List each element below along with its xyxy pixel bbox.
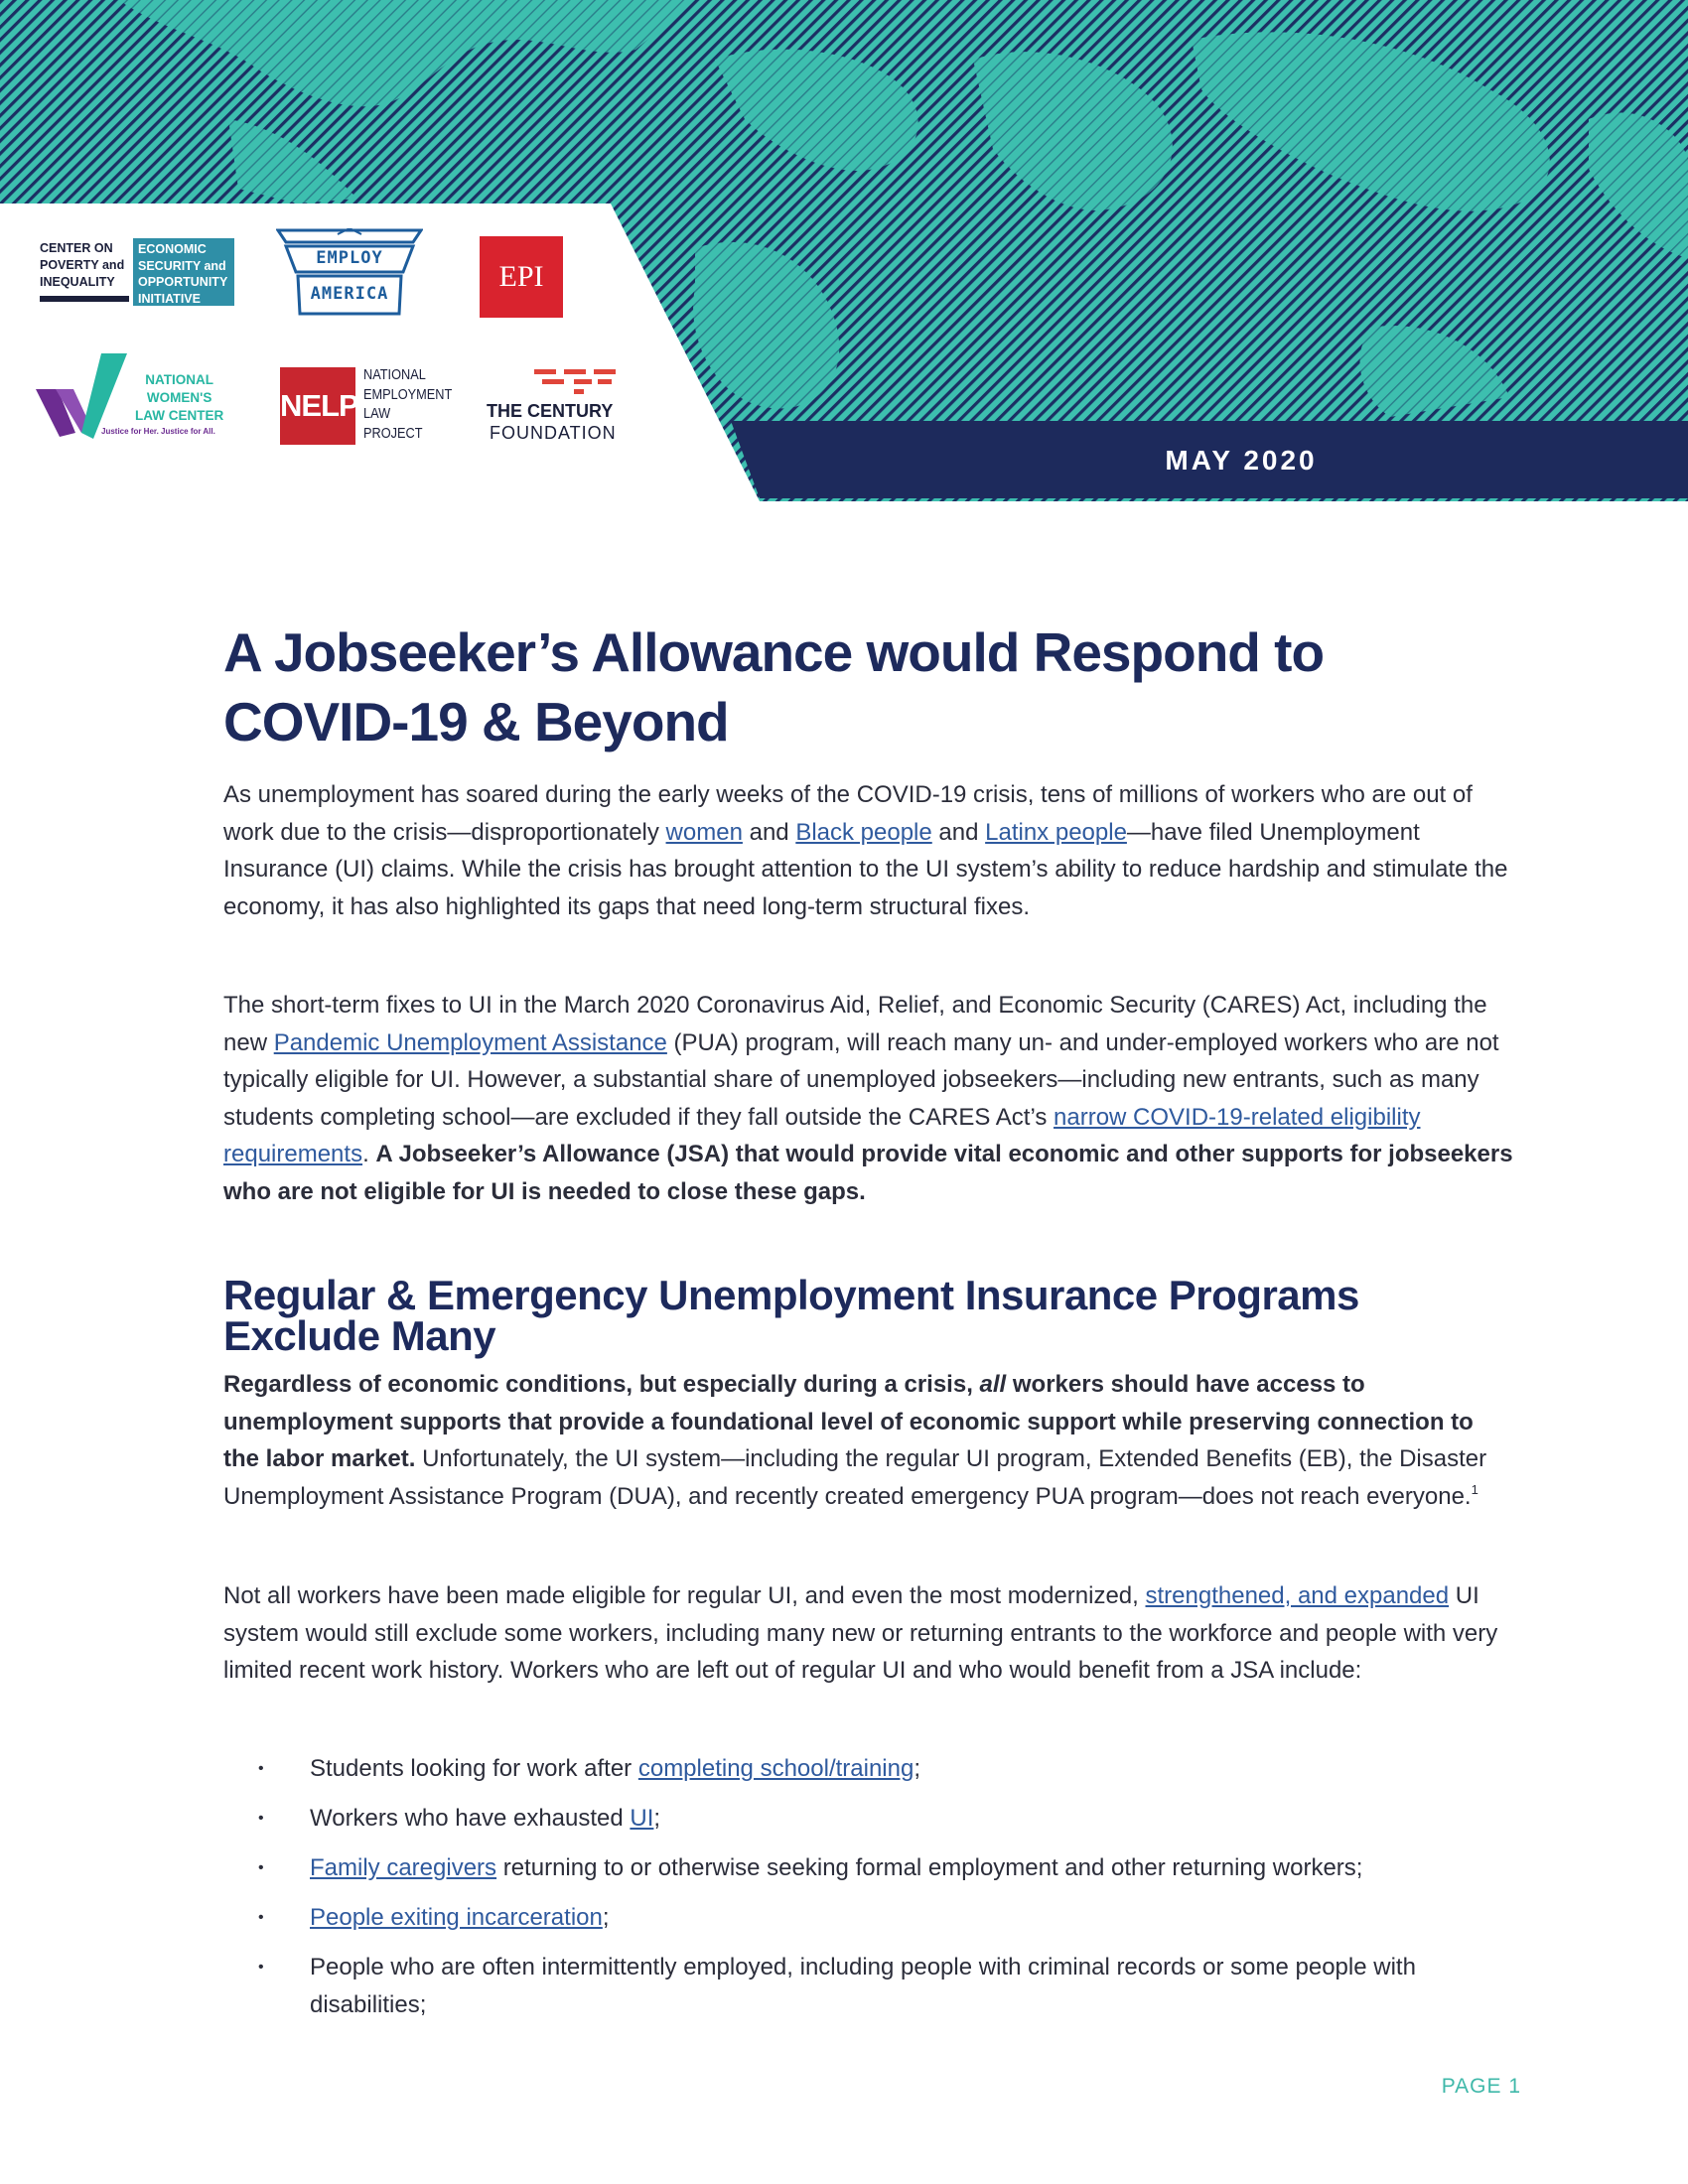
nelp-box: NELP	[280, 367, 355, 445]
article-title: A Jobseeker’s Allowance would Respond to COVID-19 & Beyond	[223, 621, 1325, 752]
nwlc-logo	[36, 353, 244, 443]
tcf-line2: FOUNDATION	[490, 423, 617, 443]
link-completing-school[interactable]: completing school/training	[637, 1755, 914, 1782]
bullet-icon: •	[258, 1859, 264, 1876]
section-heading: Regular & Emergency Unemployment Insurance Programs Exclude Many	[223, 1272, 1359, 1359]
list-item: • People who are often intermittently employed, including people with criminal records or some people with disabilities;	[253, 1949, 1514, 2023]
nelp-logo	[280, 367, 459, 447]
list-item: • Students looking for work after completing school/training;	[253, 1750, 1514, 1788]
cares-act-paragraph: The short-term fixes to UI in the March 2020 Coronavirus Aid, Relief, and Economic Security (CARES) Act, including the new Pandemic Unemployment Assistance (PUA) program, will reach many un- and under-employed workers who are not typically eligible for UI. However, a substantial share of unemployed jobseekers—including new entrants, such as many students completing school—are excluded if they fall outside the CARES Act’s narrow COVID-19-related eligibility requirements. A Jobseeker’s Allowance (JSA) that would provide vital economic and other supports for jobseekers who are not eligible for UI is needed to close these gaps.	[223, 992, 1513, 1205]
employ-america-logo	[276, 228, 423, 320]
nwlc-name: NATIONAL WOMEN'S LAW CENTER	[135, 372, 224, 423]
america-text: AMERICA	[310, 284, 389, 304]
nelp-name: NATIONAL EMPLOYMENT LAW PROJECT	[363, 366, 453, 442]
excluded-workers-list	[253, 1750, 1514, 2036]
link-people-exiting-incarceration[interactable]: People exiting incarceration	[310, 1904, 603, 1931]
header-banner	[0, 0, 1688, 501]
bullet-icon: •	[258, 1760, 264, 1777]
nwlc-tagline: Justice for Her. Justice for All.	[101, 427, 215, 436]
page-number: PAGE 1	[1441, 2075, 1521, 2098]
cpi-right-box: ECONOMIC SECURITY and OPPORTUNITY INITIATIVE	[133, 238, 234, 306]
link-latinx-people[interactable]: Latinx people	[985, 818, 1127, 846]
bullet-icon: •	[258, 1810, 264, 1827]
intro-paragraph: As unemployment has soared during the early weeks of the COVID-19 crisis, tens of millions of workers who are out of work due to the crisis—disproportionately women and Black people and Latinx people—have filed Unemployment Insurance (UI) claims. While the crisis has brought attention to the UI system’s ability to reduce hardship and stimulate the economy, it has also highlighted its gaps that need long-term structural fixes.	[223, 781, 1508, 920]
cpi-logo	[40, 236, 238, 311]
bullet-icon: •	[258, 1909, 264, 1926]
cpi-left-text: CENTER ON POVERTY and INEQUALITY	[40, 241, 125, 289]
link-eligibility-requirements[interactable]: narrow COVID-19-related eligibility requirements	[223, 1103, 1421, 1167]
link-strengthened-expanded[interactable]: strengthened, and expanded	[1145, 1582, 1450, 1609]
link-pua[interactable]: Pandemic Unemployment Assistance	[273, 1028, 667, 1056]
tcf-mark-icon	[534, 369, 633, 397]
link-women[interactable]: women	[665, 818, 743, 846]
footnote-ref-1[interactable]: 1	[1471, 1481, 1478, 1497]
cpi-underline-bar	[40, 296, 129, 302]
access-paragraph: Regardless of economic conditions, but especially during a crisis, all workers should have access to unemployment supports that provide a foundational level of economic support while preserving connection to the labor market. Unfortunately, the UI system—including the regular UI program, Extended Benefits (EB), the Disaster Unemployment Assistance Program (DUA), and recently created emergency PUA program—does not reach everyone.$^1$	[223, 1371, 1487, 1510]
eagle-icon	[276, 228, 423, 320]
employ-text: EMPLOY	[316, 248, 383, 268]
bullet-icon: •	[258, 1959, 264, 1976]
excluded-workers-paragraph: Not all workers have been made eligible for regular UI, and even the most modernized, strengthened, and expanded UI system would still exclude some workers, including many new or returning entrants to the workforce and people with very limited recent work history. Workers who are left out of regular UI and who would benefit from a JSA include:	[223, 1582, 1498, 1684]
link-black-people[interactable]: Black people	[795, 818, 932, 846]
century-foundation-logo	[487, 369, 635, 449]
list-item: • People exiting incarceration;	[253, 1899, 1514, 1937]
list-item: • Family caregivers returning to or otherwise seeking formal employment and other returning workers;	[253, 1849, 1514, 1887]
link-ui[interactable]: UI	[630, 1805, 654, 1832]
publication-date: MAY 2020	[1165, 445, 1318, 476]
link-family-caregivers[interactable]: Family caregivers	[310, 1854, 497, 1881]
epi-logo: EPI	[480, 236, 563, 318]
tcf-line1: THE CENTURY	[487, 401, 614, 421]
list-item: • Workers who have exhausted UI;	[253, 1800, 1514, 1838]
